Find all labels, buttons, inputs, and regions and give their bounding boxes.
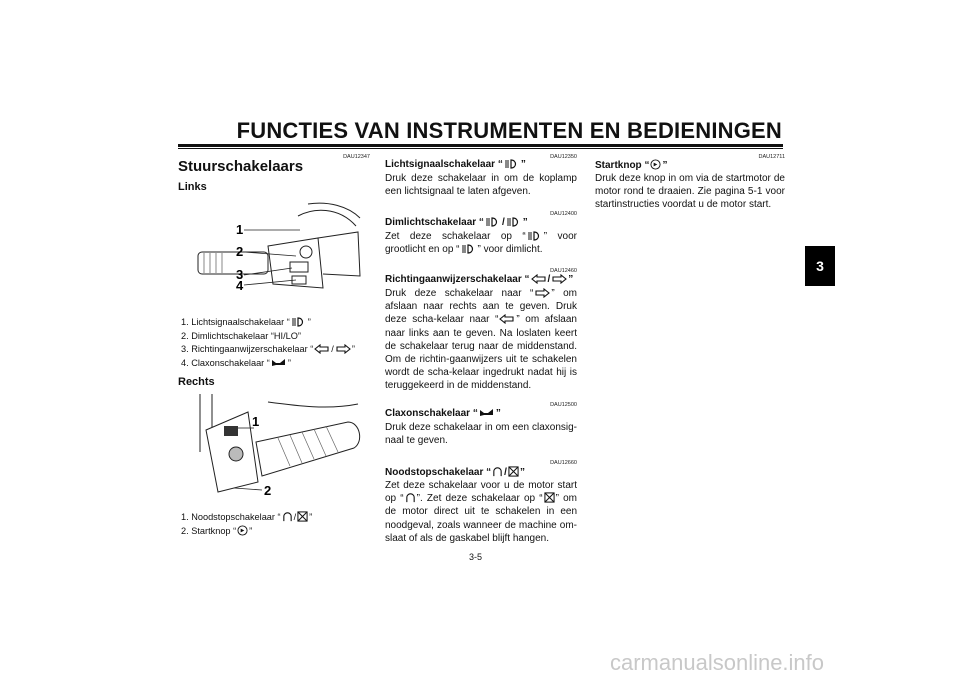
figure-callout: 3 xyxy=(236,267,244,282)
header-rule xyxy=(178,144,783,147)
figure-callout: 2 xyxy=(264,483,272,498)
subheading-rechts: Rechts xyxy=(178,376,215,388)
section-code: DAU12460 xyxy=(550,268,577,274)
page-header-title: FUNCTIES VAN INSTRUMENTEN EN BEDIENINGEN xyxy=(236,118,782,143)
section-code: DAU12350 xyxy=(550,154,577,160)
dimmer-icon xyxy=(461,244,477,254)
turn-right-arrow-icon xyxy=(551,274,567,284)
section-heading: Noodstopschakelaar “ / ” xyxy=(385,467,525,478)
rechts-legend xyxy=(181,511,371,538)
section-heading: Startknop “ ” xyxy=(595,160,668,171)
start-button-icon xyxy=(237,525,248,536)
dimmer-icon xyxy=(527,231,543,241)
turn-left-arrow-icon xyxy=(531,274,547,284)
section-heading: Richtingaanwijzerschakelaar “ / ” xyxy=(385,274,574,285)
section-body: Druk deze schakelaar in om de koplamp een lichtsignaal te laten afgeven. xyxy=(385,173,577,198)
section-body: Zet deze schakelaar op “ ” voor grootlicht en op “ ” voor dimlicht. xyxy=(385,231,578,256)
links-legend xyxy=(181,316,371,370)
engine-run-icon xyxy=(282,511,293,522)
section-code: DAU12400 xyxy=(550,211,577,217)
left-handlebar-figure xyxy=(178,196,368,304)
passing-light-icon xyxy=(504,159,520,169)
section-code: DAU12500 xyxy=(550,402,577,408)
section-heading: Claxonschakelaar “ ” xyxy=(385,408,501,419)
figure-callout: 4 xyxy=(236,278,244,293)
turn-left-arrow-icon xyxy=(499,314,515,324)
horn-icon xyxy=(271,358,287,368)
turn-left-arrow-icon xyxy=(314,344,330,354)
right-handlebar-figure xyxy=(178,392,368,504)
turn-right-arrow-icon xyxy=(335,344,351,354)
passing-light-icon xyxy=(291,317,307,327)
engine-run-icon xyxy=(492,466,503,477)
engine-stop-icon xyxy=(544,492,555,503)
chapter-tab[interactable]: 3 xyxy=(805,246,835,286)
legend-item: 2. Dimlichtschakelaar “HI/LO” xyxy=(181,330,301,341)
turn-right-arrow-icon xyxy=(534,288,550,298)
section-body: Druk deze schakelaar naar “ ” om afslaan naar rechts aan te geven. Druk deze scha-kelaar naar “ ” om afslaan naar links aan te geven. Na loslaten keert de schakelaar terug naar de middenstand. Om de richtin-gaanwijzers uit te schakelen wordt de scha-kelaar ingedrukt nadat hij is teruggekeerd in de middenstand. xyxy=(385,288,578,392)
page-number: 3-5 xyxy=(469,552,483,562)
engine-run-icon xyxy=(405,492,416,503)
legend-item: 1. Lichtsignaalschakelaar “ ” xyxy=(181,317,311,327)
horn-icon xyxy=(479,408,495,418)
subheading-links: Links xyxy=(178,181,207,193)
section-title: Stuurschakelaars xyxy=(178,158,304,175)
section-code: DAU12347 xyxy=(343,154,370,160)
section-body: Druk deze knop in om via de startmotor de motor rond te draaien. Zie pagina 5-1 voor startinstructies voordat u de motor start. xyxy=(595,173,785,211)
legend-item: 4. Claxonschakelaar “ ” xyxy=(181,357,291,368)
engine-stop-icon xyxy=(297,511,308,522)
section-code: DAU12711 xyxy=(758,154,785,160)
watermark: carmanualsonline.info xyxy=(610,650,825,675)
figure-callout: 1 xyxy=(236,222,244,237)
section-heading: Dimlichtschakelaar “ / ” xyxy=(385,217,528,228)
engine-stop-icon xyxy=(508,466,519,477)
figure-callout: 1 xyxy=(252,414,260,429)
start-button-icon xyxy=(650,159,661,170)
section-heading: Lichtsignaalschakelaar “ ” xyxy=(385,159,526,170)
legend-item: 2. Startknop “ ” xyxy=(181,525,253,536)
section-body: Druk deze schakelaar in om een claxonsig-naal te geven. xyxy=(385,422,577,447)
legend-item: 3. Richtingaanwijzerschakelaar “ / ” xyxy=(181,344,355,354)
dimmer-icon xyxy=(506,217,522,227)
section-code: DAU12660 xyxy=(550,460,577,466)
legend-item: 1. Noodstopschakelaar “ / ” xyxy=(181,512,313,522)
figure-callout: 2 xyxy=(236,244,244,259)
header-rule-thin xyxy=(178,148,783,149)
section-body: Zet deze schakelaar voor u de motor start op “ ”. Zet deze schakelaar op “ ” om de motor direct uit te schakelen in een noodgeval, zoals wanneer de machine om-slaat of als de gaskabel blijft hangen. xyxy=(385,480,578,544)
dimmer-icon xyxy=(485,217,501,227)
